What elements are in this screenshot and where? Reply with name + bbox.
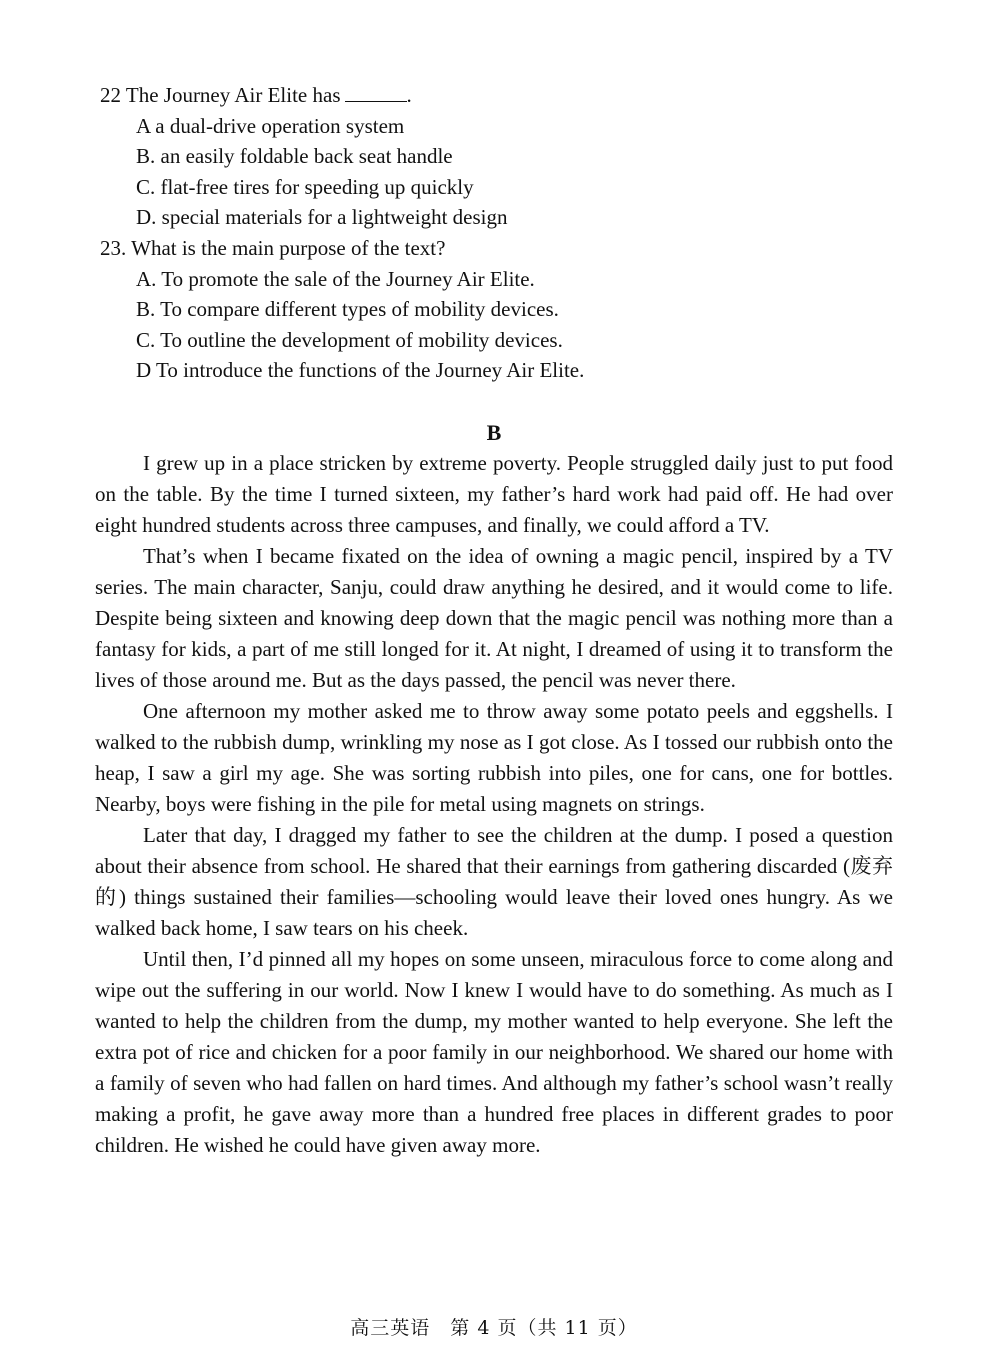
question-23-option-b: B. To compare different types of mobility devices. (136, 297, 559, 322)
question-23-option-a: A. To promote the sale of the Journey Air Elite. (136, 266, 535, 291)
question-block (100, 80, 920, 386)
question-22-text: 22 The Journey Air Elite has (100, 83, 341, 107)
question-22-option-d: D. special materials for a lightweight design (136, 205, 508, 230)
section-title: B (486, 420, 502, 445)
passage-paragraph: I grew up in a place stricken by extreme poverty. People struggled daily just to put food on the table. By the time I turned sixteen, my father’s hard work had paid off. He had over eight hundred students across three campuses, and finally, we could afford a TV. (95, 451, 893, 537)
question-22-option-a: A a dual-drive operation system (136, 113, 405, 138)
question-22-period: . (406, 83, 412, 107)
question-23-option-d: D To introduce the functions of the Journey Air Elite. (136, 358, 585, 383)
passage-paragraph: One afternoon my mother asked me to throw away some potato peels and eggshells. I walked to the rubbish dump, wrinkling my nose as I got close. As I tossed our rubbish onto the heap, I saw a girl my age. She was sorting rubbish into piles, one for cans, one for bottles. Nearby, boys were fishing in the pile for metal using magnets on strings. (95, 699, 893, 816)
passage-paragraph: That’s when I became fixated on the idea of owning a magic pencil, inspired by a TV series. The main character, Sanju, could draw anything he desired, and it would come to life. Despite being sixteen and knowing deep down that the magic pencil was nothing more than a fantasy for kids, a part of me still longed for it. At night, I dreamed of using it to transform the lives of those around me. But as the days passed, the pencil was never there. (95, 544, 893, 692)
question-23-option-c: C. To outline the development of mobility devices. (136, 327, 563, 352)
reading-passage (95, 448, 893, 1161)
passage-paragraph: Until then, I’d pinned all my hopes on some unseen, miraculous force to come along and wipe out the suffering in our world. Now I knew I would have to do something. As much as I wanted to help the children from the dump, my mother wanted to help everyone. She left the extra pot of rice and chicken for a poor family in our neighborhood. We shared our home with a family of seven who had fallen on hard times. And although my father’s school wasn’t really making a profit, he gave away more than a hundred free places in different grades to poor children. He wished he could have given away more. (95, 947, 893, 1157)
question-23-stem: 23. What is the main purpose of the text? (100, 235, 446, 260)
page-footer: 高三英语 第 4 页（共 11 页） (350, 1317, 638, 1339)
answer-blank (345, 83, 407, 102)
question-22-stem (100, 80, 920, 111)
question-22-option-b: B. an easily foldable back seat handle (136, 144, 453, 169)
question-22-option-c: C. flat-free tires for speeding up quickly (136, 174, 474, 199)
passage-paragraph: Later that day, I dragged my father to see the children at the dump. I posed a question about their absence from school. He shared that their earnings from gathering discarded (废弃的) things sustained their families—schooling would leave their loved ones hungry. As we walked back home, I saw tears on his cheek. (95, 823, 893, 940)
